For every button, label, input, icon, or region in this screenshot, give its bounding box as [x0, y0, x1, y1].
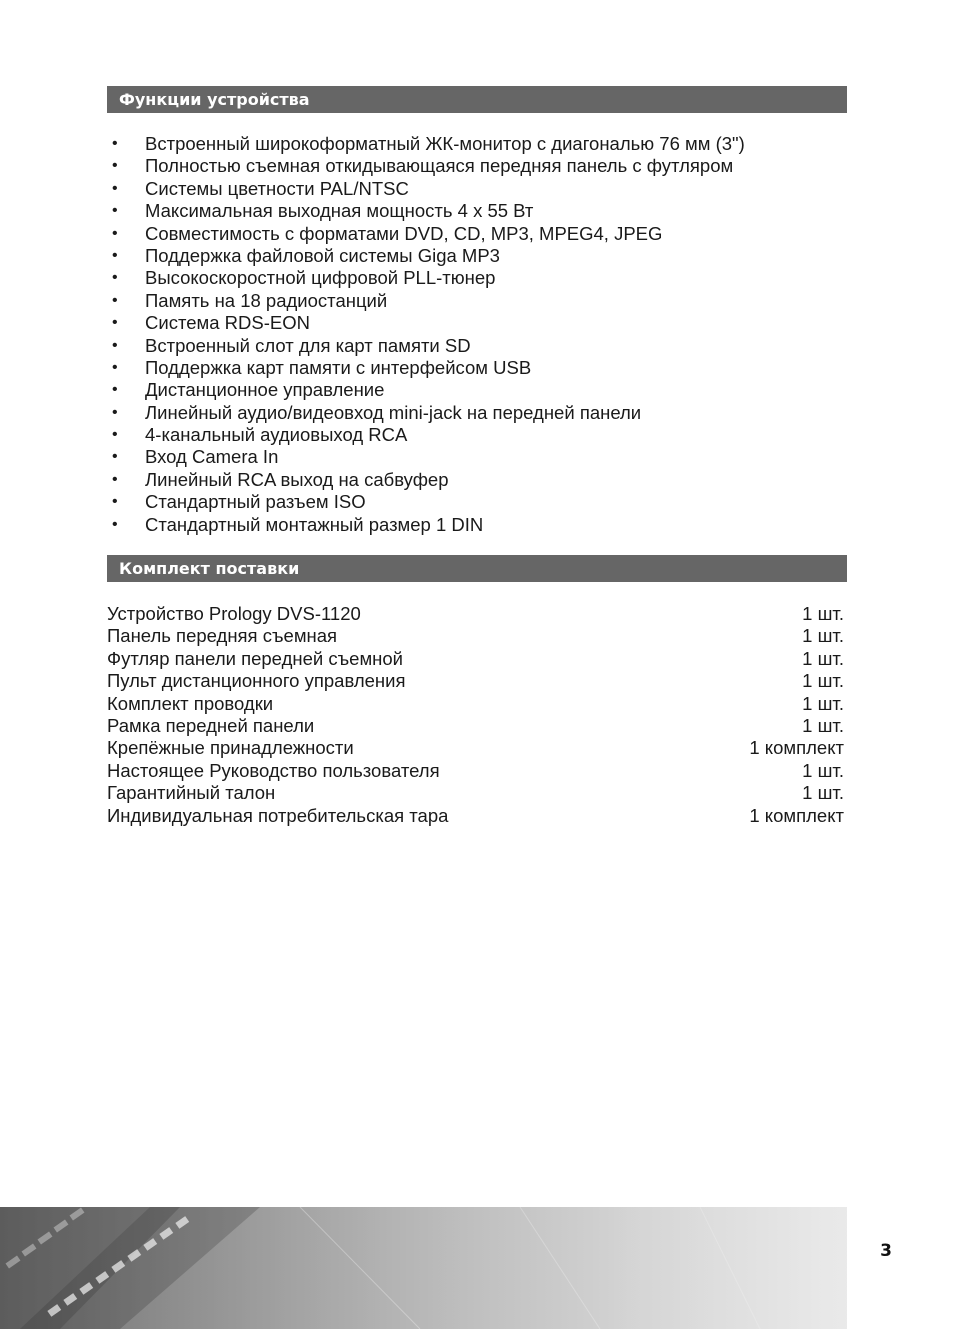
- feature-item: [107, 155, 847, 177]
- package-item-qty: 1 шт.: [802, 692, 844, 714]
- feature-text: Совместимость с форматами DVD, CD, MP3, MPEG4, JPEG: [145, 222, 663, 244]
- package-item-name: Устройство Prology DVS-1120: [107, 603, 361, 624]
- feature-text: Стандартный разъем ISO: [145, 491, 366, 513]
- section-header-package: [107, 555, 847, 582]
- package-item-qty: 1 шт.: [802, 625, 844, 647]
- package-item-name: Футляр панели передней съемной: [107, 647, 403, 669]
- bullet-icon: •: [112, 515, 118, 533]
- section-header-features: [107, 86, 847, 113]
- bullet-icon: •: [112, 358, 118, 376]
- package-row: [107, 805, 844, 827]
- feature-text: 4-канальный аудиовыход RCA: [145, 424, 408, 446]
- feature-text: Полностью съемная откидывающаяся передняя панель с футляром: [145, 155, 734, 177]
- feature-text: Максимальная выходная мощность 4 x 55 Вт: [145, 200, 534, 222]
- package-row: [107, 760, 844, 782]
- feature-item: [107, 514, 847, 536]
- feature-text: Поддержка карт памяти с интерфейсом USB: [145, 356, 532, 378]
- feature-item: [107, 200, 847, 222]
- section-title-features: Функции устройства: [119, 90, 310, 109]
- footer-decorative-band: [0, 1207, 847, 1329]
- bullet-icon: •: [112, 202, 118, 220]
- package-item-name: Пульт дистанционного управления: [107, 670, 406, 692]
- film-strip-decoration-icon: [0, 1207, 847, 1329]
- feature-item: [107, 312, 847, 334]
- feature-text: Высокоскоростной цифровой PLL-тюнер: [145, 267, 496, 289]
- feature-item: [107, 446, 847, 468]
- bullet-icon: •: [112, 314, 118, 332]
- feature-item: [107, 402, 847, 424]
- bullet-icon: •: [112, 224, 118, 242]
- feature-item: [107, 424, 847, 446]
- package-item-qty: 1 комплект: [749, 804, 844, 826]
- feature-text: Встроенный широкоформатный ЖК-монитор с диагональю 76 мм (3"): [145, 133, 745, 154]
- package-item-qty: 1 шт.: [802, 647, 844, 669]
- bullet-icon: •: [112, 179, 118, 197]
- package-row: [107, 670, 844, 692]
- feature-text: Вход Camera In: [145, 446, 279, 468]
- package-row: [107, 693, 844, 715]
- features-list: [107, 133, 847, 536]
- package-item-name: Крепёжные принадлежности: [107, 737, 354, 759]
- package-item-name: Комплект проводки: [107, 692, 274, 714]
- package-row: [107, 715, 844, 737]
- feature-text: Линейный RCA выход на сабвуфер: [145, 468, 449, 490]
- feature-item: [107, 245, 847, 267]
- package-row: [107, 603, 844, 625]
- bullet-icon: •: [112, 291, 118, 309]
- bullet-icon: •: [112, 336, 118, 354]
- feature-item: [107, 379, 847, 401]
- bullet-icon: •: [112, 135, 118, 152]
- package-item-qty: 1 шт.: [802, 603, 844, 624]
- feature-item: [107, 290, 847, 312]
- feature-text: Дистанционное управление: [145, 379, 385, 401]
- page-number: 3: [880, 1241, 892, 1261]
- feature-item: [107, 357, 847, 379]
- package-row: [107, 648, 844, 670]
- package-contents-list: [107, 603, 844, 827]
- package-item-qty: 1 шт.: [802, 714, 844, 736]
- package-item-name: Панель передняя съемная: [107, 625, 338, 647]
- feature-text: Встроенный слот для карт памяти SD: [145, 334, 471, 356]
- package-item-qty: 1 шт.: [802, 782, 844, 804]
- bullet-icon: •: [112, 470, 118, 488]
- bullet-icon: •: [112, 246, 118, 264]
- package-item-name: Гарантийный талон: [107, 782, 276, 804]
- feature-item: [107, 223, 847, 245]
- bullet-icon: •: [112, 269, 118, 287]
- feature-text: Поддержка файловой системы Giga MP3: [145, 244, 500, 266]
- bullet-icon: •: [112, 157, 118, 175]
- package-item-name: Настоящее Руководство пользователя: [107, 759, 440, 781]
- bullet-icon: •: [112, 403, 118, 421]
- section-title-package: Комплект поставки: [119, 559, 300, 578]
- package-row: [107, 782, 844, 804]
- feature-item: [107, 178, 847, 200]
- feature-item: [107, 491, 847, 513]
- package-row: [107, 737, 844, 759]
- feature-text: Стандартный монтажный размер 1 DIN: [145, 513, 484, 535]
- feature-text: Линейный аудио/видеовход mini-jack на передней панели: [145, 401, 642, 423]
- feature-item: [107, 335, 847, 357]
- feature-text: Системы цветности PAL/NTSC: [145, 177, 409, 199]
- feature-text: Память на 18 радиостанций: [145, 289, 388, 311]
- package-item-qty: 1 шт.: [802, 670, 844, 692]
- bullet-icon: •: [112, 426, 118, 444]
- bullet-icon: •: [112, 493, 118, 511]
- package-item-name: Индивидуальная потребительская тара: [107, 804, 449, 826]
- feature-text: Система RDS-EON: [145, 312, 310, 334]
- feature-item: [107, 469, 847, 491]
- package-item-qty: 1 комплект: [749, 737, 844, 759]
- feature-item: [107, 267, 847, 289]
- bullet-icon: •: [112, 448, 118, 466]
- bullet-icon: •: [112, 381, 118, 399]
- package-item-name: Рамка передней панели: [107, 714, 315, 736]
- feature-item: [107, 133, 847, 155]
- package-item-qty: 1 шт.: [802, 759, 844, 781]
- package-row: [107, 625, 844, 647]
